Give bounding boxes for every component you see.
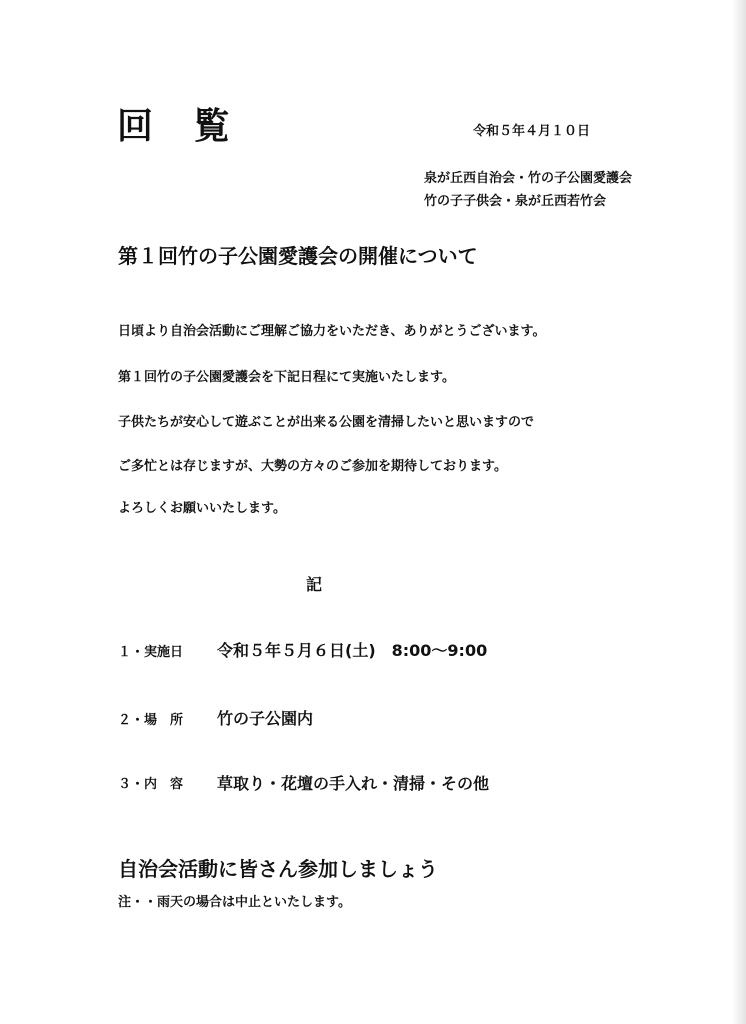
organization-line: 竹の子子供会・泉が丘西若竹会 (424, 194, 607, 209)
item-value-place: 竹の子公園内 (217, 709, 314, 728)
slogan: 自治会活動に皆さん参加しましょう (118, 857, 438, 881)
ki-marker: 記 (306, 575, 323, 594)
body-paragraph: 日頃より自治会活動にご理解ご協力をいただき、ありがとうございます。 (118, 324, 546, 339)
item-label-place: ２・場 所 (118, 713, 184, 728)
item-label-date: １・実施日 (118, 645, 184, 660)
document-title: 第１回竹の子公園愛護会の開催について (118, 244, 478, 268)
document-date: 令和５年４月１０日 (473, 124, 591, 139)
body-paragraph: 第１回竹の子公園愛護会を下記日程にて実施いたします。 (118, 370, 455, 385)
paper-edge-shadow (732, 0, 746, 1024)
body-paragraph: 子供たちが安心して遊ぶことが出来る公園を清掃したいと思いますので (118, 415, 535, 430)
item-value-content: 草取り・花壇の手入れ・清掃・その他 (217, 774, 490, 793)
body-paragraph: よろしくお願いいたします。 (118, 501, 286, 516)
item-label-content: ３・内 容 (118, 777, 184, 792)
item-value-date: 令和５年５月６日(土) 8:00～9:00 (217, 641, 488, 660)
document-heading: 回 覧 (117, 106, 244, 147)
rain-note: 注・・雨天の場合は中止といたします。 (118, 895, 351, 910)
organization-line: 泉が丘西自治会・竹の子公園愛護会 (424, 171, 633, 186)
body-paragraph: ご多忙とは存じますが、大勢の方々のご参加を期待しております。 (118, 459, 507, 474)
